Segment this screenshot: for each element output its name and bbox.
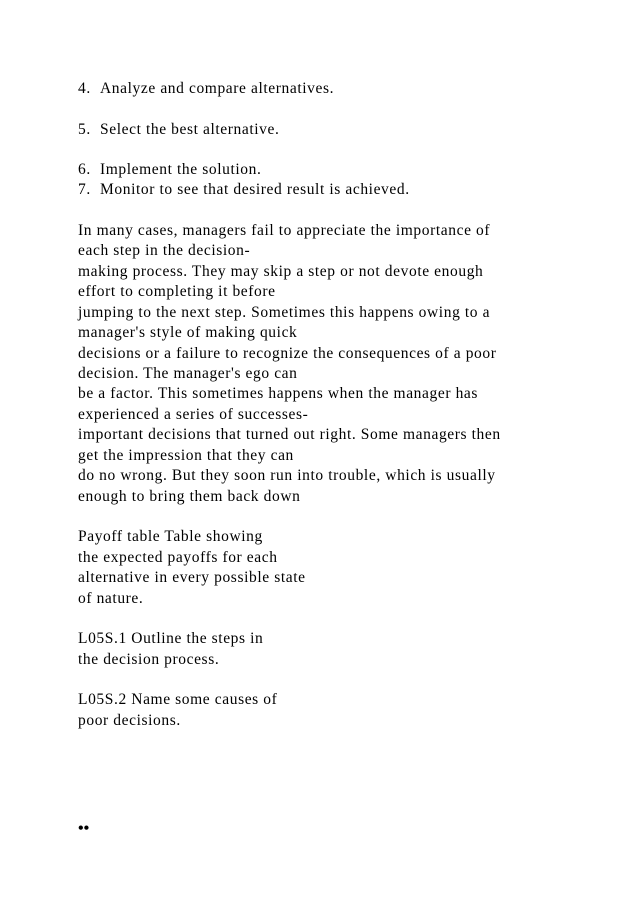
paragraph-line: making process. They may skip a step or not devote enough [78,263,484,280]
paragraph-line: experienced a series of successes- [78,406,309,423]
step-text: Analyze and compare alternatives. [100,80,335,97]
paragraph-line: decision. The manager's ego can [78,365,298,382]
paragraph-line: In many cases, managers fail to appreciate the importance of [78,222,491,239]
step-number: 5. [78,121,91,138]
paragraph-line: jumping to the next step. Sometimes this happens owing to a [78,304,491,321]
definition-line: of nature. [78,590,144,607]
objective-line: poor decisions. [78,712,181,729]
paragraph-line: manager's style of making quick [78,324,298,341]
paragraph-line: do no wrong. But they soon run into trouble, which is usually [78,467,496,484]
paragraph-line: effort to completing it before [78,283,276,300]
step-number: 4. [78,80,91,97]
definition-line: Payoff table Table showing [78,528,263,545]
paragraph-line: decisions or a failure to recognize the consequences of a poor [78,345,497,362]
list-item-step-6 [78,160,261,180]
step-number: 6. [78,161,91,178]
paragraph-line: important decisions that turned out right. Some managers then [78,426,501,443]
paragraph-line: each step in the decision- [78,242,251,259]
definition-line: alternative in every possible state [78,569,306,586]
footer-mark: •• [78,820,90,837]
objective-line: L05S.1 Outline the steps in [78,630,264,647]
step-number: 7. [78,181,91,198]
paragraph-line: be a factor. This sometimes happens when the manager has [78,385,479,402]
paragraph-line: get the impression that they can [78,447,294,464]
step-text: Implement the solution. [100,161,262,178]
step-text: Select the best alternative. [100,121,280,138]
paragraph-line: enough to bring them back down [78,488,301,505]
list-item-step-5 [78,120,279,140]
list-item-step-7 [78,180,410,200]
list-item-step-4 [78,79,334,99]
objective-line: L05S.2 Name some causes of [78,691,278,708]
definition-line: the expected payoffs for each [78,549,278,566]
objective-line: the decision process. [78,651,220,668]
step-text: Monitor to see that desired result is achieved. [100,181,410,198]
